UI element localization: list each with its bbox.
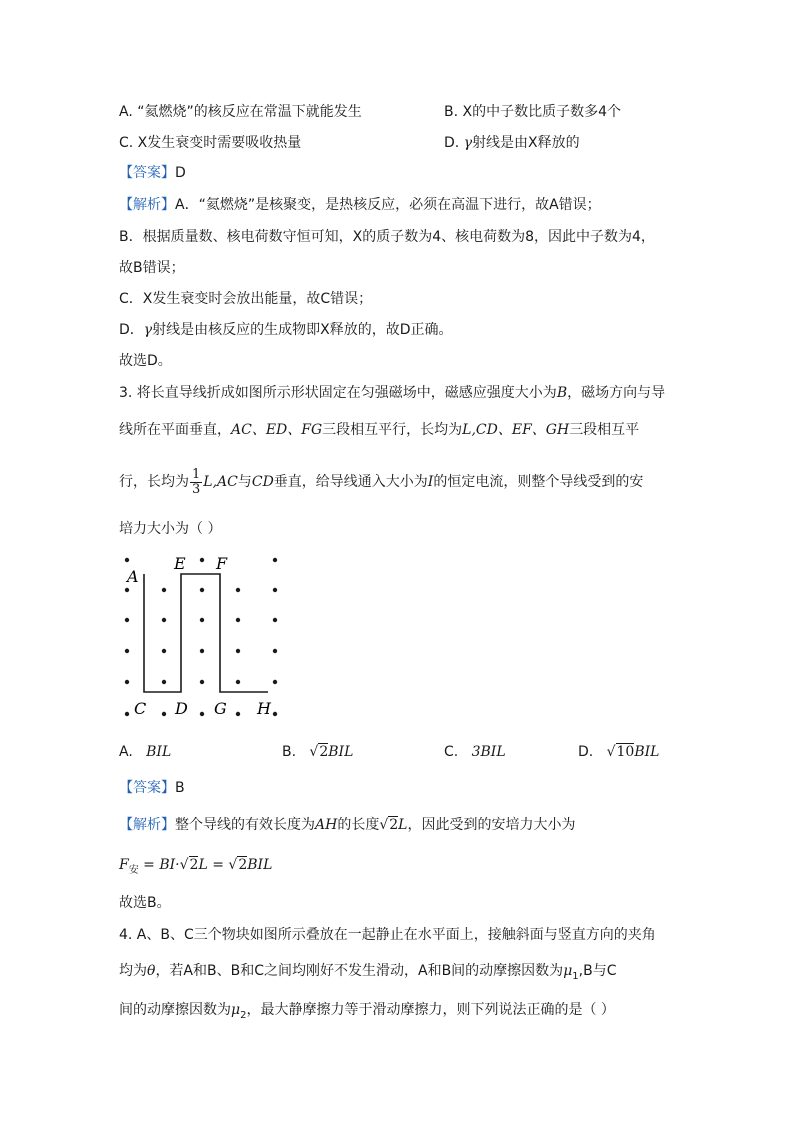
q2-analysis-d: D．γ射线是由核反应的生成物即X释放的，故D正确。 xyxy=(119,322,453,338)
q3-stem-line2: 线所在平面垂直，AC、ED、FG三段相互平行，长均为L,CD、EF、GH三段相互平 xyxy=(119,422,640,438)
field-dot xyxy=(125,649,129,653)
field-dot xyxy=(162,680,166,684)
q2-option-d: D. γ射线是由X释放的 xyxy=(444,135,580,151)
q3-formula: $F_安 = BI\cdot√2L = √2BIL$ xyxy=(119,857,273,876)
field-dot xyxy=(162,618,166,622)
q3-option-b: B. √2BIL xyxy=(282,744,354,760)
q3-answer: 【答案】B xyxy=(119,780,185,796)
q3-wire-figure xyxy=(110,548,300,728)
field-dot xyxy=(273,558,277,562)
field-dot xyxy=(236,618,240,622)
field-dot xyxy=(200,588,204,592)
q3-stem-line3: 行，长均为 $\frac{1}{3}$ L,AC与CD垂直，给导线通入大小为I的恒定电流，则整个导线受到的安 xyxy=(119,466,644,497)
q4-stem-line2: 均为θ，若A和B、B和C之间均刚好不发生滑动，A和B间的动摩擦因数为$\mu_1,B$与C xyxy=(119,963,617,982)
label-c: C xyxy=(134,699,147,718)
field-dot xyxy=(200,649,204,653)
q3-option-a: A. BIL xyxy=(119,744,172,760)
q2-analysis-b1: B．根据质量数、核电荷数守恒可知，X的质子数为4、核电荷数为8，因此中子数为4， xyxy=(119,229,655,245)
q3-option-c: C. 3BIL xyxy=(444,744,506,760)
field-dot xyxy=(200,558,204,562)
field-dot xyxy=(125,558,129,562)
q4-stem-line1: 4. A、B、C三个物块如图所示叠放在一起静止在水平面上，接触斜面与竖直方向的夹角 xyxy=(119,927,656,943)
field-dot xyxy=(125,588,129,592)
field-dot xyxy=(273,588,277,592)
q4-stem-line3: 间的动摩擦因数为$\mu_2$，最大静摩擦力等于滑动摩擦力，则下列说法正确的是（ ） xyxy=(119,1002,615,1021)
field-dot xyxy=(236,588,240,592)
label-f: F xyxy=(216,554,228,573)
q2-analysis-a: 【解析】A．“氦燃烧”是核聚变，是热核反应，必须在高温下进行，故A错误； xyxy=(119,197,601,213)
field-dot xyxy=(125,618,129,622)
field-dot xyxy=(162,712,166,716)
q2-analysis-b2: 故B错误； xyxy=(119,260,185,276)
field-dot xyxy=(200,680,204,684)
q3-stem-line4: 培力大小为（ ） xyxy=(119,521,222,537)
q2-option-c: C. X发生衰变时需要吸收热量 xyxy=(119,135,302,151)
field-dot xyxy=(125,712,129,716)
field-dot xyxy=(273,649,277,653)
field-dot xyxy=(236,712,240,716)
field-dot xyxy=(200,712,204,716)
field-dot xyxy=(162,649,166,653)
q3-conclusion: 故选B。 xyxy=(119,895,171,911)
q2-conclusion: 故选D。 xyxy=(119,353,172,369)
label-g: G xyxy=(214,699,227,718)
q3-option-d: D. √10BIL xyxy=(578,744,660,760)
q3-stem-line1: 3. 将长直导线折成如图所示形状固定在匀强磁场中，磁感应强度大小为B，磁场方向与导 xyxy=(119,385,666,401)
field-dot xyxy=(273,680,277,684)
q2-analysis-c: C．X发生衰变时会放出能量，故C错误； xyxy=(119,291,373,307)
field-dot xyxy=(273,712,277,716)
field-dot xyxy=(236,649,240,653)
field-dot xyxy=(162,588,166,592)
q3-analysis: 【解析】整个导线的有效长度为AH的长度√2L，因此受到的安培力大小为 xyxy=(119,817,576,833)
field-dot xyxy=(200,618,204,622)
fraction-one-third: $\frac{1}{3}$ xyxy=(192,466,201,497)
field-dot xyxy=(125,680,129,684)
label-e: E xyxy=(174,554,186,573)
q2-option-a: A. “氦燃烧”的核反应在常温下就能发生 xyxy=(119,104,362,120)
label-d: D xyxy=(175,699,188,718)
bent-wire xyxy=(144,574,268,692)
label-a: A xyxy=(127,567,139,586)
q2-option-b: B. X的中子数比质子数多4个 xyxy=(444,104,622,120)
field-dot xyxy=(273,618,277,622)
label-h: H xyxy=(257,699,271,718)
field-dot xyxy=(236,680,240,684)
q2-answer: 【答案】D xyxy=(119,165,186,181)
